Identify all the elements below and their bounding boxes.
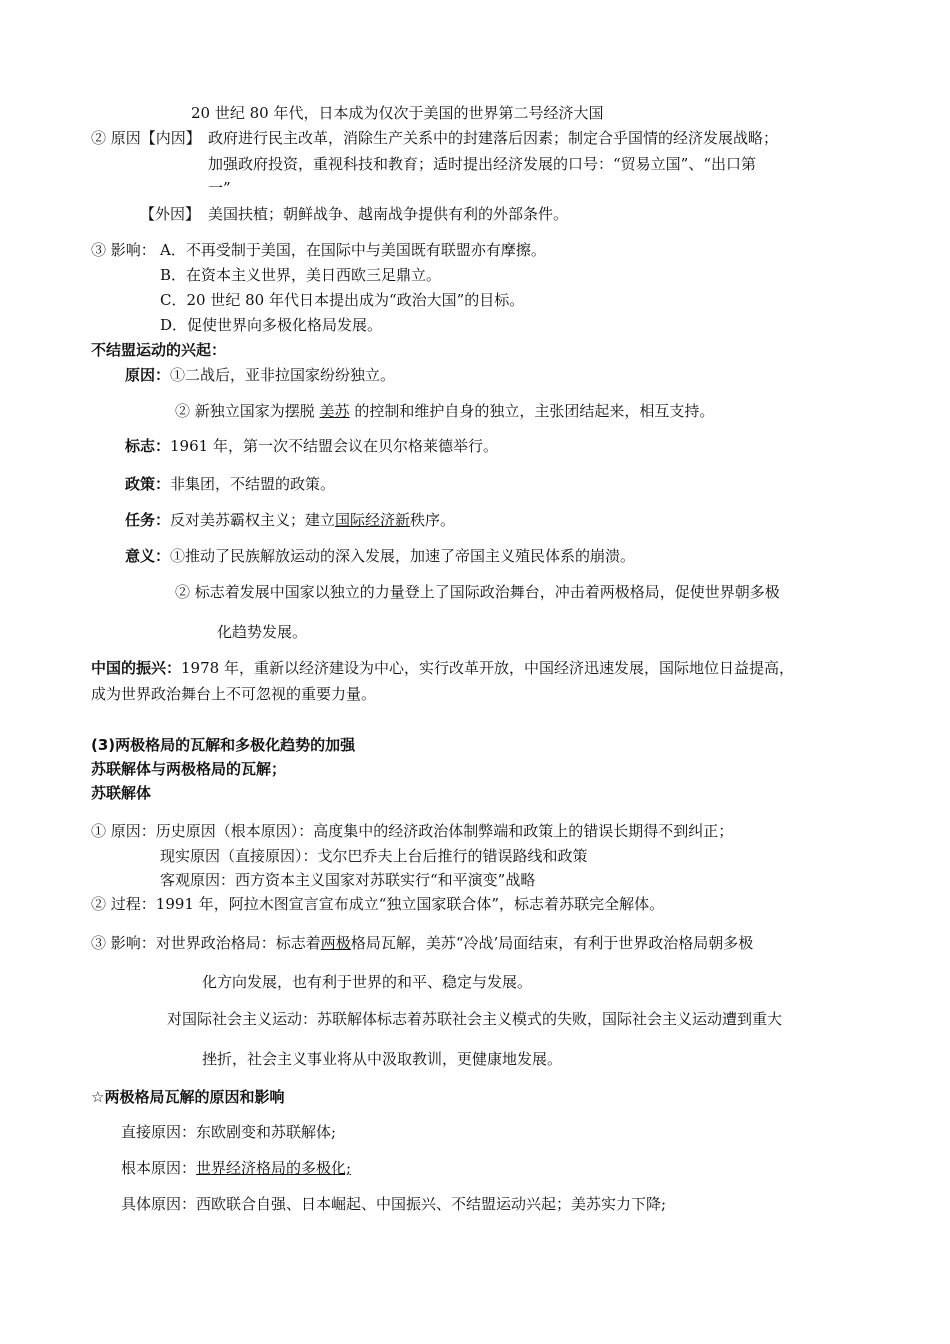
ussr-impact-label: ③ 影响： <box>91 934 156 952</box>
section3-subheading-2: 苏联解体 <box>91 784 152 802</box>
nam-policy-row <box>125 474 335 494</box>
ussr-cause-3: 客观原因：西方资本主义国家对苏联实行“和平演变”战略 <box>160 871 536 889</box>
japan-economy-line: 20 世纪 80 年代，日本成为仅次于美国的世界第二号经济大国 <box>191 104 604 122</box>
nam-policy-label: 政策： <box>125 475 171 493</box>
nam-task-underlined: 国际经济新 <box>335 511 411 529</box>
nam-cause-2 <box>175 401 714 421</box>
nam-cause-2-underlined: 美苏 <box>319 402 350 420</box>
nam-cause-2a: ② 新独立国家为摆脱 <box>175 402 320 420</box>
nam-task-row <box>125 510 455 530</box>
japan-cause-line-3: 一” <box>208 179 231 197</box>
nam-significance-3: 化趋势发展。 <box>217 623 308 641</box>
japan-cause-label: ② 原因【内因】 <box>91 129 201 147</box>
nam-significance-row <box>125 546 635 566</box>
ussr-impact-row <box>91 933 753 953</box>
china-row <box>91 658 794 678</box>
ussr-impact-1b: 格局瓦解，美苏“冷战’局面结束，有利于世界政治格局朝多极 <box>350 934 754 952</box>
bipolar-root-row <box>121 1158 351 1178</box>
japan-impact-b: B．在资本主义世界，美日西欧三足鼎立。 <box>160 266 442 284</box>
ussr-impact-3: 对国际社会主义运动：苏联解体标志着苏联社会主义模式的失败，国际社会主义运动遭到重大 <box>167 1010 783 1028</box>
ussr-impact-underlined: 两极 <box>320 934 351 952</box>
bipolar-heading: ☆两极格局瓦解的原因和影响 <box>91 1088 285 1106</box>
nam-task-label: 任务： <box>125 511 171 529</box>
bipolar-root-underlined: 世界经济格局的多极化; <box>196 1159 352 1177</box>
nam-cause-2b: 的控制和维护自身的独立，主张团结起来，相互支持。 <box>349 402 715 420</box>
ussr-process-text: 1991 年，阿拉木图宣言宣布成立“独立国家联合体”，标志着苏联完全解体。 <box>155 895 665 913</box>
nam-heading: 不结盟运动的兴起： <box>91 341 227 359</box>
bipolar-direct-cause: 直接原因：东欧剧变和苏联解体; <box>121 1123 337 1141</box>
ussr-cause-row <box>91 821 733 841</box>
bipolar-specific-cause: 具体原因：西欧联合自强、日本崛起、中国振兴、不结盟运动兴起；美苏实力下降; <box>121 1195 667 1213</box>
nam-significance-label: 意义： <box>125 547 171 565</box>
bipolar-root-label: 根本原因： <box>121 1159 197 1177</box>
ussr-process-row <box>91 894 664 914</box>
japan-cause-line-1: 政府进行民主改革，消除生产关系中的封建落后因素；制定合乎国情的经济发展战略； <box>208 129 779 147</box>
nam-sign-row <box>125 436 498 456</box>
section3-heading: (3)两极格局的瓦解和多极化趋势的加强 <box>91 736 356 754</box>
japan-cause-line-2: 加强政府投资，重视科技和教育；适时提出经济发展的口号：“贸易立国”、“出口第 <box>208 155 757 173</box>
nam-task-a: 反对美苏霸权主义；建立 <box>170 511 336 529</box>
nam-task-b: 秩序。 <box>410 511 456 529</box>
ussr-impact-4: 挫折，社会主义事业将从中汲取教训，更健康地发展。 <box>202 1050 563 1068</box>
china-text-1: 1978 年，重新以经济建设为中心，实行改革开放，中国经济迅速发展，国际地位日益提高， <box>181 659 794 677</box>
nam-cause-1: ①二战后，亚非拉国家纷纷独立。 <box>170 366 396 384</box>
nam-policy-text: 非集团，不结盟的政策。 <box>170 475 336 493</box>
ussr-impact-2: 化方向发展，也有利于世界的和平、稳定与发展。 <box>202 973 533 991</box>
ussr-impact-1a: 对世界政治格局：标志着 <box>155 934 321 952</box>
nam-cause-label: 原因： <box>125 366 171 384</box>
china-text-2: 成为世界政治舞台上不可忽视的重要力量。 <box>91 685 377 703</box>
japan-impact-c: C．20 世纪 80 年代日本提出成为“政治大国”的目标。 <box>160 291 525 309</box>
nam-sign-label: 标志： <box>125 437 171 455</box>
japan-impact-label: ③ 影响： <box>91 241 156 259</box>
japan-external-text: 美国扶植；朝鲜战争、越南战争提供有利的外部条件。 <box>208 205 569 223</box>
nam-significance-2: ② 标志着发展中国家以独立的力量登上了国际政治舞台，冲击着两极格局，促使世界朝多极 <box>175 583 780 601</box>
ussr-process-label: ② 过程： <box>91 895 156 913</box>
nam-cause-row <box>125 365 395 385</box>
japan-impact-a: A．不再受制于美国，在国际中与美国既有联盟亦有摩擦。 <box>160 241 546 259</box>
ussr-cause-2: 现实原因（直接原因）：戈尔巴乔夫上台后推行的错误路线和政策 <box>160 847 588 865</box>
nam-sign-text: 1961 年，第一次不结盟会议在贝尔格莱德举行。 <box>170 437 498 455</box>
china-label: 中国的振兴： <box>91 659 182 677</box>
ussr-cause-1: 历史原因（根本原因）：高度集中的经济政治体制弊端和政策上的错误长期得不到纠正； <box>155 822 734 840</box>
nam-significance-1: ①推动了民族解放运动的深入发展，加速了帝国主义殖民体系的崩溃。 <box>170 547 636 565</box>
japan-external-label: 【外因】 <box>140 205 201 223</box>
section3-subheading-1: 苏联解体与两极格局的瓦解； <box>91 760 287 778</box>
ussr-cause-label: ① 原因： <box>91 822 156 840</box>
japan-impact-d: D．促使世界向多极化格局发展。 <box>160 316 383 334</box>
